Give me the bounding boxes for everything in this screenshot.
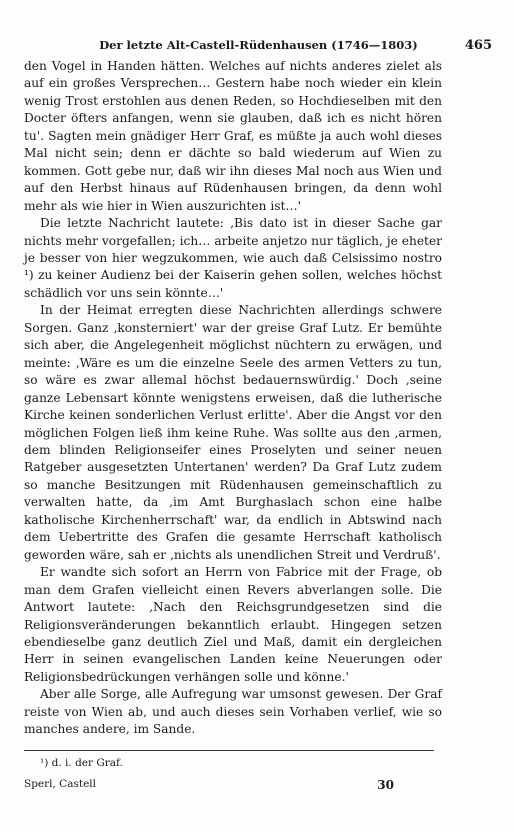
running-head-title: Der letzte Alt-Castell-Rüdenhausen (1746—1803) xyxy=(99,38,418,52)
footnote: ¹) d. i. der Graf. xyxy=(40,757,123,769)
paragraph: In der Heimat erregten diese Nachrichten allerdings schwere Sorgen. Ganz ‚konsterniert' war der greise Graf Lutz. Er bemühte sich aber, die Angelegenheit möglichst nüchtern zu erwägen, und meinte: ‚Wäre es um die einzelne Seele des armen Vetters zu tun, so wäre es zwar allemal höchst bedauernswürdig.' Doch ‚seine ganze Lebensart könnte wenigstens erweisen, daß die lutherische Kirche keinen sonderlichen Verlust erlitte'. Aber die Angst vor den möglichen Folgen ließ ihm keine Ruhe. Was sollte aus den ‚armen, dem blinden Religionseifer eines Proselyten und seiner neuen Ratgeber ausgesetzten Untertanen' werden? Da Graf Lutz zudem so manche Besitzungen mit Rüdenhausen gemeinschaftlich zu verwalten hatte, da ‚im Amt Burghaslach schon eine halbe katholische Kirchenherrschaft' war, da endlich in Abtswind nach dem Uebertritte des Grafen die gesamte Herrschaft katholisch geworden wäre, sah er ‚nichts als unendlichen Streit und Verdruß'. xyxy=(24,303,442,562)
footer-author: Sperl, Castell xyxy=(24,778,97,790)
body-text xyxy=(24,58,442,739)
paragraph: Aber alle Sorge, alle Aufregung war umsonst gewesen. Der Graf reiste von Wien ab, und auch dieses sein Vorhaben verlief, wie so manches andere, im Sande. xyxy=(24,687,442,737)
paragraph: Er wandte sich sofort an Herrn von Fabrice mit der Frage, ob man dem Grafen vielleicht einen Revers abverlangen solle. Die Antwort lautete: ‚Nach den Reichsgrundgesetzen sind die Religionsveränderungen bekanntlich erlaubt. Hingegen setzen ebendieselbe ganz deutlich Ziel und Maß, damit ein dergleichen Herr in seinen evangelischen Landen keine Neuerungen oder Religionsbedrückungen verhängen solle und könne.' xyxy=(24,565,442,684)
paragraph: Die letzte Nachricht lautete: ‚Bis dato ist in dieser Sache gar nichts mehr vorgefallen; ich… arbeite anjetzo nur täglich, je eheter je besser von hier wegzukommen, wie auch daß Celsissimo nostro ¹) zu keiner Audienz bei der Kaiserin gehen sollen, welches höchst schädlich vor uns sein könnte…' xyxy=(24,216,442,300)
paragraph: den Vogel in Handen hätten. Welches auf nichts anderes zielet als auf ein großes Versprechen… Gestern habe noch wieder ein klein wenig Trost erstohlen aus denen Reden, so Hochdieselben mit den Docter öfters anfangen, wenn sie glauben, daß ich es nicht hören tu'. Sagten mein gnädiger Herr Graf, es müßte ja auch wohl dieses Mal nicht sein; denn er dächte so bald wiederum auf Wien zu kommen. Gott gebe nur, daß wir ihn dieses Mal noch aus Wien und auf den Herbst hinaus auf Rüdenhausen bringen, da denn wohl mehr als wie hier in Wien auszurichten ist…' xyxy=(24,59,442,213)
running-head xyxy=(22,38,492,56)
sheet-signature: 30 xyxy=(377,778,394,792)
footnote-rule xyxy=(24,750,434,751)
page-number: 465 xyxy=(464,38,492,53)
page-footer xyxy=(24,778,434,792)
